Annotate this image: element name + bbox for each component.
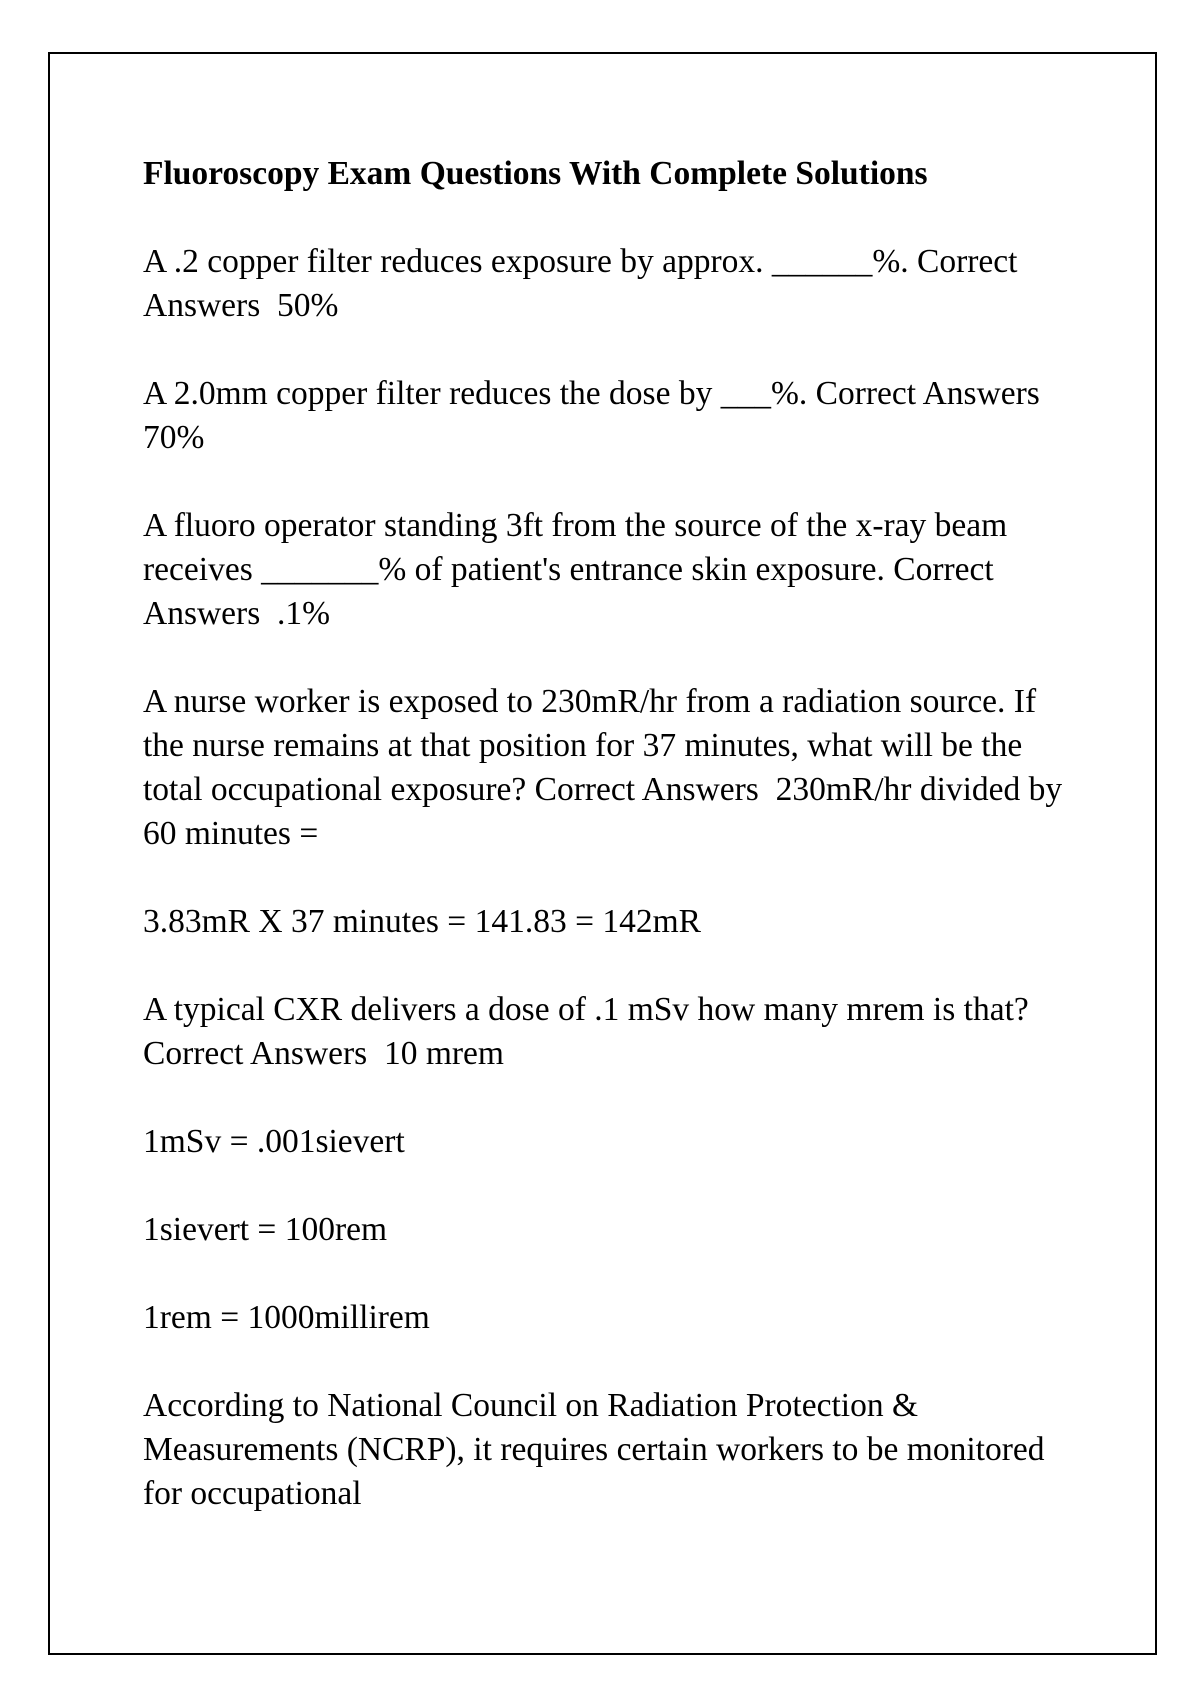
- document-title: Fluoroscopy Exam Questions With Complete Solutions: [143, 155, 928, 192]
- document-content: [143, 152, 1083, 1516]
- paragraph-filter-02: A .2 copper filter reduces exposure by approx. ______%. Correct Answers 50%: [143, 243, 1024, 324]
- paragraph-rem-conversion: 1rem = 1000millirem: [143, 1299, 430, 1336]
- paragraph-calculation: 3.83mR X 37 minutes = 141.83 = 142mR: [143, 903, 701, 940]
- paragraph-nurse-exposure: A nurse worker is exposed to 230mR/hr from a radiation source. If the nurse remains at that position for 37 minutes, what will be the total occupational exposure? Correct Answers 230mR/hr divided by 60 minutes =: [143, 683, 1071, 852]
- paragraph-fluoro-operator: A fluoro operator standing 3ft from the source of the x-ray beam receives _______% of patient's entrance skin exposure. Correct Answers .1%: [143, 507, 1016, 632]
- paragraph-msv-conversion: 1mSv = .001sievert: [143, 1123, 405, 1160]
- paragraph-ncrp: According to National Council on Radiation Protection & Measurements (NCRP), it requires certain workers to be monitored for occupational: [143, 1387, 1053, 1512]
- paragraph-cxr-dose: A typical CXR delivers a dose of .1 mSv how many mrem is that? Correct Answers 10 mrem: [143, 991, 1038, 1072]
- paragraph-sievert-conversion: 1sievert = 100rem: [143, 1211, 388, 1248]
- paragraph-filter-20mm: A 2.0mm copper filter reduces the dose by ___%. Correct Answers 70%: [143, 375, 1057, 456]
